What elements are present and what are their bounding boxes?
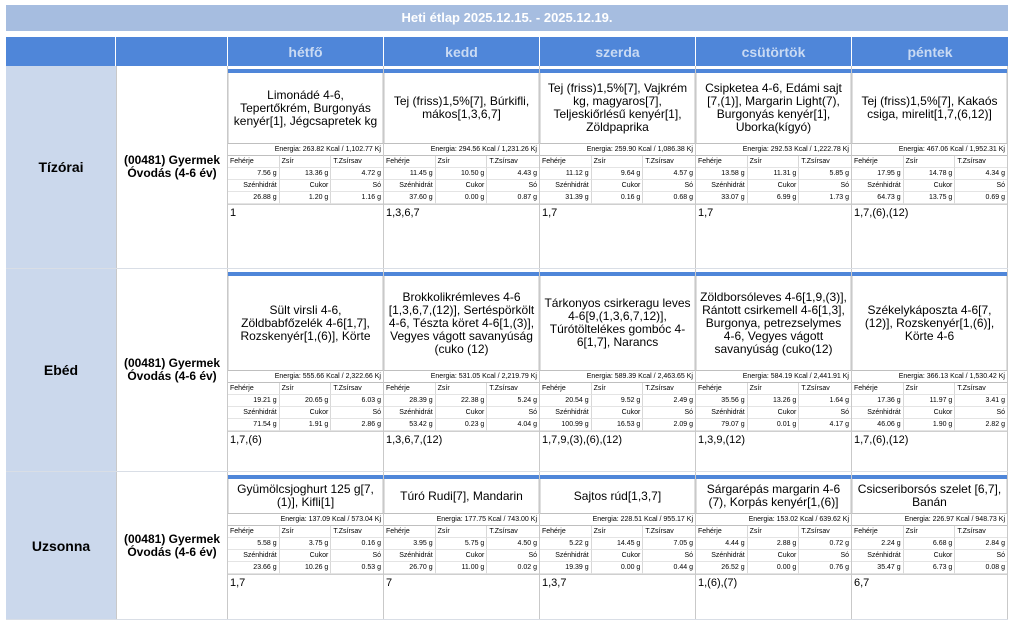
sat-fat-value: 4.43 g bbox=[487, 168, 539, 180]
sat-fat-label: T.Zsírsav bbox=[799, 156, 851, 168]
protein-value: 17.36 g bbox=[852, 395, 904, 407]
day-cell bbox=[852, 66, 1008, 268]
allergen-codes: 1,7,9,(3),(6),(12) bbox=[540, 431, 695, 448]
carbs-label: Szénhidrát bbox=[384, 550, 436, 562]
fat-value: 3.75 g bbox=[280, 538, 332, 550]
fat-label: Zsír bbox=[592, 383, 644, 395]
dish-text: Tej (friss)1,5%[7], Kakaós csiga, mirelit[1,7,(6,12)] bbox=[852, 73, 1007, 143]
day-header-monday: hétfő bbox=[228, 37, 384, 66]
salt-label: Só bbox=[643, 180, 695, 192]
salt-label: Só bbox=[955, 550, 1007, 562]
dish-text: Tej (friss)1,5%[7], Vajkrém kg, magyaros[7], Teljeskiőrlésű kenyér[1], Zöldpaprika bbox=[540, 73, 695, 143]
sat-fat-value: 5.85 g bbox=[799, 168, 851, 180]
energy-value: Energia: 259.90 Kcal / 1,086.38 Kj bbox=[540, 143, 695, 156]
protein-label: Fehérje bbox=[696, 156, 748, 168]
salt-label: Só bbox=[799, 407, 851, 419]
nutrition-grid bbox=[384, 383, 539, 431]
sat-fat-label: T.Zsírsav bbox=[331, 156, 383, 168]
sat-fat-value: 4.57 g bbox=[643, 168, 695, 180]
energy-value: Energia: 153.02 Kcal / 639.62 Kj bbox=[696, 513, 851, 526]
fat-label: Zsír bbox=[748, 383, 800, 395]
dish-text: Tej (friss)1,5%[7], Búrkifli, mákos[1,3,6,7] bbox=[384, 73, 539, 143]
carbs-value: 26.70 g bbox=[384, 562, 436, 574]
sat-fat-value: 7.05 g bbox=[643, 538, 695, 550]
fat-value: 13.26 g bbox=[748, 395, 800, 407]
sat-fat-label: T.Zsírsav bbox=[487, 526, 539, 538]
protein-label: Fehérje bbox=[384, 526, 436, 538]
salt-value: 2.86 g bbox=[331, 419, 383, 431]
protein-value: 17.95 g bbox=[852, 168, 904, 180]
carbs-label: Szénhidrát bbox=[540, 407, 592, 419]
nutrition-grid bbox=[852, 156, 1007, 204]
fat-label: Zsír bbox=[436, 156, 488, 168]
sugar-value: 0.23 g bbox=[436, 419, 488, 431]
salt-label: Só bbox=[955, 180, 1007, 192]
nutrition-grid bbox=[228, 156, 383, 204]
protein-label: Fehérje bbox=[384, 383, 436, 395]
dish-text: Brokkolikrémleves 4-6 [1,3,6,7,(12)], Sertéspörkölt 4-6, Tészta köret 4-6[1,(3)], Vegyes vágott savanyúság (cuko (12) bbox=[384, 276, 539, 370]
protein-value: 35.56 g bbox=[696, 395, 748, 407]
day-cell bbox=[384, 472, 540, 619]
sugar-label: Cukor bbox=[280, 407, 332, 419]
meal-name: Tízórai bbox=[6, 66, 116, 268]
carbs-value: 31.39 g bbox=[540, 192, 592, 204]
protein-label: Fehérje bbox=[696, 383, 748, 395]
protein-label: Fehérje bbox=[228, 383, 280, 395]
sugar-value: 1.91 g bbox=[280, 419, 332, 431]
sat-fat-value: 2.49 g bbox=[643, 395, 695, 407]
dish-text: Zöldborsóleves 4-6[1,9,(3)], Rántott csirkemell 4-6[1,3], Burgonya, petrezselymes 4-6, Vegyes vágott savanyúság (cuko(12) bbox=[696, 276, 851, 370]
day-header-friday: péntek bbox=[852, 37, 1008, 66]
sugar-value: 1.90 g bbox=[904, 419, 956, 431]
carbs-value: 23.66 g bbox=[228, 562, 280, 574]
salt-label: Só bbox=[487, 550, 539, 562]
sugar-value: 6.73 g bbox=[904, 562, 956, 574]
carbs-value: 100.99 g bbox=[540, 419, 592, 431]
salt-value: 4.04 g bbox=[487, 419, 539, 431]
sat-fat-label: T.Zsírsav bbox=[799, 383, 851, 395]
sugar-label: Cukor bbox=[748, 550, 800, 562]
allergen-codes: 1,7,(6),(12) bbox=[852, 431, 1007, 448]
nutrition-grid bbox=[540, 383, 695, 431]
carbs-label: Szénhidrát bbox=[228, 550, 280, 562]
sugar-label: Cukor bbox=[904, 407, 956, 419]
fat-value: 14.45 g bbox=[592, 538, 644, 550]
carbs-label: Szénhidrát bbox=[696, 407, 748, 419]
day-cell bbox=[384, 269, 540, 471]
day-cell bbox=[852, 269, 1008, 471]
protein-label: Fehérje bbox=[540, 156, 592, 168]
sat-fat-label: T.Zsírsav bbox=[331, 526, 383, 538]
allergen-codes: 1,(6),(7) bbox=[696, 574, 851, 591]
carbs-label: Szénhidrát bbox=[384, 407, 436, 419]
carbs-label: Szénhidrát bbox=[696, 180, 748, 192]
carbs-label: Szénhidrát bbox=[852, 180, 904, 192]
fat-value: 11.97 g bbox=[904, 395, 956, 407]
meal-name: Ebéd bbox=[6, 269, 116, 471]
salt-value: 0.02 g bbox=[487, 562, 539, 574]
carbs-label: Szénhidrát bbox=[852, 550, 904, 562]
fat-value: 2.88 g bbox=[748, 538, 800, 550]
sat-fat-label: T.Zsírsav bbox=[643, 383, 695, 395]
protein-value: 28.39 g bbox=[384, 395, 436, 407]
carbs-value: 19.39 g bbox=[540, 562, 592, 574]
sat-fat-label: T.Zsírsav bbox=[955, 526, 1007, 538]
sat-fat-label: T.Zsírsav bbox=[799, 526, 851, 538]
header-corner bbox=[6, 37, 116, 66]
sugar-label: Cukor bbox=[592, 550, 644, 562]
carbs-label: Szénhidrát bbox=[852, 407, 904, 419]
carbs-value: 37.60 g bbox=[384, 192, 436, 204]
fat-value: 5.75 g bbox=[436, 538, 488, 550]
salt-label: Só bbox=[643, 407, 695, 419]
dish-text: Csipketea 4-6, Edámi sajt [7,(1)], Margarin Light(7), Burgonyás kenyér[1], Uborka(kígyó) bbox=[696, 73, 851, 143]
nutrition-grid bbox=[696, 383, 851, 431]
allergen-codes: 1,7 bbox=[696, 204, 851, 221]
allergen-codes: 1,3,6,7,(12) bbox=[384, 431, 539, 448]
day-cell bbox=[852, 472, 1008, 619]
energy-value: Energia: 263.82 Kcal / 1,102.77 Kj bbox=[228, 143, 383, 156]
dish-text: Sajtos rúd[1,3,7] bbox=[540, 479, 695, 513]
day-cell bbox=[696, 269, 852, 471]
day-cell bbox=[540, 269, 696, 471]
fat-value: 10.50 g bbox=[436, 168, 488, 180]
dish-text: Székelykáposzta 4-6[7,(12)], Rozskenyér[1,(6)], Körte 4-6 bbox=[852, 276, 1007, 370]
header-row bbox=[6, 37, 1008, 66]
sat-fat-label: T.Zsírsav bbox=[331, 383, 383, 395]
fat-value: 22.38 g bbox=[436, 395, 488, 407]
sat-fat-label: T.Zsírsav bbox=[643, 526, 695, 538]
day-header-tuesday: kedd bbox=[384, 37, 540, 66]
energy-value: Energia: 137.09 Kcal / 573.04 Kj bbox=[228, 513, 383, 526]
fat-label: Zsír bbox=[280, 156, 332, 168]
energy-value: Energia: 292.53 Kcal / 1,222.78 Kj bbox=[696, 143, 851, 156]
protein-value: 5.58 g bbox=[228, 538, 280, 550]
carbs-label: Szénhidrát bbox=[228, 180, 280, 192]
fat-value: 13.36 g bbox=[280, 168, 332, 180]
day-header-thursday: csütörtök bbox=[696, 37, 852, 66]
sugar-label: Cukor bbox=[904, 180, 956, 192]
sugar-label: Cukor bbox=[436, 180, 488, 192]
sat-fat-value: 4.50 g bbox=[487, 538, 539, 550]
sat-fat-label: T.Zsírsav bbox=[955, 383, 1007, 395]
nutrition-grid bbox=[540, 156, 695, 204]
salt-value: 0.44 g bbox=[643, 562, 695, 574]
allergen-codes: 1,3,9,(12) bbox=[696, 431, 851, 448]
age-group-label: (00481) Gyermek Óvodás (4-6 év) bbox=[116, 269, 228, 471]
salt-value: 4.17 g bbox=[799, 419, 851, 431]
protein-label: Fehérje bbox=[384, 156, 436, 168]
fat-label: Zsír bbox=[748, 156, 800, 168]
protein-value: 11.12 g bbox=[540, 168, 592, 180]
sat-fat-value: 4.72 g bbox=[331, 168, 383, 180]
day-cell bbox=[540, 66, 696, 268]
energy-value: Energia: 584.19 Kcal / 2,441.91 Kj bbox=[696, 370, 851, 383]
energy-value: Energia: 177.75 Kcal / 743.00 Kj bbox=[384, 513, 539, 526]
salt-value: 1.16 g bbox=[331, 192, 383, 204]
header-group bbox=[116, 37, 228, 66]
salt-label: Só bbox=[487, 407, 539, 419]
fat-label: Zsír bbox=[436, 526, 488, 538]
sat-fat-value: 2.84 g bbox=[955, 538, 1007, 550]
protein-label: Fehérje bbox=[696, 526, 748, 538]
day-cell bbox=[228, 472, 384, 619]
protein-value: 11.45 g bbox=[384, 168, 436, 180]
fat-value: 9.64 g bbox=[592, 168, 644, 180]
age-group-label: (00481) Gyermek Óvodás (4-6 év) bbox=[116, 66, 228, 268]
energy-value: Energia: 555.66 Kcal / 2,322.66 Kj bbox=[228, 370, 383, 383]
dish-text: Csicseriborsós szelet [6,7], Banán bbox=[852, 479, 1007, 513]
dish-text: Tárkonyos csirkeragu leves 4-6[9,(1,3,6,7,12)], Túrótöltelékes gombóc 4-6[1,7], Narancs bbox=[540, 276, 695, 370]
sugar-label: Cukor bbox=[436, 407, 488, 419]
protein-label: Fehérje bbox=[852, 156, 904, 168]
salt-value: 1.73 g bbox=[799, 192, 851, 204]
sugar-label: Cukor bbox=[904, 550, 956, 562]
protein-label: Fehérje bbox=[852, 526, 904, 538]
carbs-label: Szénhidrát bbox=[696, 550, 748, 562]
protein-label: Fehérje bbox=[228, 526, 280, 538]
meal-row-tizorai bbox=[6, 66, 1008, 269]
fat-label: Zsír bbox=[904, 526, 956, 538]
fat-label: Zsír bbox=[904, 383, 956, 395]
allergen-codes: 1,7 bbox=[228, 574, 383, 591]
energy-value: Energia: 294.56 Kcal / 1,231.26 Kj bbox=[384, 143, 539, 156]
carbs-value: 64.73 g bbox=[852, 192, 904, 204]
energy-value: Energia: 366.13 Kcal / 1,530.42 Kj bbox=[852, 370, 1007, 383]
protein-value: 2.24 g bbox=[852, 538, 904, 550]
meal-name: Uzsonna bbox=[6, 472, 116, 619]
sugar-value: 11.00 g bbox=[436, 562, 488, 574]
sugar-label: Cukor bbox=[748, 180, 800, 192]
fat-label: Zsír bbox=[904, 156, 956, 168]
salt-label: Só bbox=[331, 550, 383, 562]
energy-value: Energia: 228.51 Kcal / 955.17 Kj bbox=[540, 513, 695, 526]
salt-label: Só bbox=[331, 407, 383, 419]
salt-value: 0.76 g bbox=[799, 562, 851, 574]
dish-text: Limonádé 4-6, Tepertőkrém, Burgonyás kenyér[1], Jégcsapretek kg bbox=[228, 73, 383, 143]
protein-value: 19.21 g bbox=[228, 395, 280, 407]
sugar-label: Cukor bbox=[592, 180, 644, 192]
protein-value: 7.56 g bbox=[228, 168, 280, 180]
day-cell bbox=[696, 66, 852, 268]
protein-label: Fehérje bbox=[540, 526, 592, 538]
salt-value: 2.09 g bbox=[643, 419, 695, 431]
energy-value: Energia: 531.05 Kcal / 2,219.79 Kj bbox=[384, 370, 539, 383]
nutrition-grid bbox=[696, 156, 851, 204]
sat-fat-value: 0.72 g bbox=[799, 538, 851, 550]
sugar-label: Cukor bbox=[748, 407, 800, 419]
day-cell bbox=[384, 66, 540, 268]
fat-label: Zsír bbox=[280, 526, 332, 538]
carbs-value: 79.07 g bbox=[696, 419, 748, 431]
nutrition-grid bbox=[852, 526, 1007, 574]
fat-label: Zsír bbox=[436, 383, 488, 395]
nutrition-grid bbox=[228, 526, 383, 574]
protein-value: 20.54 g bbox=[540, 395, 592, 407]
sat-fat-label: T.Zsírsav bbox=[487, 156, 539, 168]
protein-value: 13.58 g bbox=[696, 168, 748, 180]
salt-label: Só bbox=[955, 407, 1007, 419]
sugar-label: Cukor bbox=[592, 407, 644, 419]
sugar-value: 0.00 g bbox=[436, 192, 488, 204]
dish-text: Gyümölcsjoghurt 125 g[7,(1)], Kifli[1] bbox=[228, 479, 383, 513]
day-cell bbox=[228, 66, 384, 268]
fat-value: 6.68 g bbox=[904, 538, 956, 550]
allergen-codes: 1,7,(6) bbox=[228, 431, 383, 448]
nutrition-grid bbox=[384, 156, 539, 204]
protein-label: Fehérje bbox=[540, 383, 592, 395]
allergen-codes: 1 bbox=[228, 204, 383, 221]
dish-text: Túró Rudi[7], Mandarin bbox=[384, 479, 539, 513]
allergen-codes: 1,3,6,7 bbox=[384, 204, 539, 221]
carbs-value: 33.07 g bbox=[696, 192, 748, 204]
sat-fat-value: 6.03 g bbox=[331, 395, 383, 407]
carbs-label: Szénhidrát bbox=[540, 180, 592, 192]
carbs-label: Szénhidrát bbox=[540, 550, 592, 562]
menu-page bbox=[6, 5, 1008, 620]
fat-value: 14.78 g bbox=[904, 168, 956, 180]
sugar-label: Cukor bbox=[280, 550, 332, 562]
salt-value: 0.53 g bbox=[331, 562, 383, 574]
allergen-codes: 1,3,7 bbox=[540, 574, 695, 591]
nutrition-grid bbox=[696, 526, 851, 574]
fat-value: 11.31 g bbox=[748, 168, 800, 180]
salt-label: Só bbox=[331, 180, 383, 192]
sat-fat-label: T.Zsírsav bbox=[487, 383, 539, 395]
salt-label: Só bbox=[799, 550, 851, 562]
protein-label: Fehérje bbox=[228, 156, 280, 168]
dish-text: Sárgarépás margarin 4-6 (7), Korpás kenyér[1,(6)] bbox=[696, 479, 851, 513]
salt-label: Só bbox=[799, 180, 851, 192]
sugar-value: 10.26 g bbox=[280, 562, 332, 574]
nutrition-grid bbox=[540, 526, 695, 574]
sat-fat-label: T.Zsírsav bbox=[955, 156, 1007, 168]
meal-row-uzsonna bbox=[6, 472, 1008, 620]
energy-value: Energia: 467.06 Kcal / 1,952.31 Kj bbox=[852, 143, 1007, 156]
salt-value: 0.69 g bbox=[955, 192, 1007, 204]
protein-value: 5.22 g bbox=[540, 538, 592, 550]
sat-fat-value: 4.34 g bbox=[955, 168, 1007, 180]
day-header-wednesday: szerda bbox=[540, 37, 696, 66]
allergen-codes: 7 bbox=[384, 574, 539, 591]
salt-value: 0.68 g bbox=[643, 192, 695, 204]
sugar-value: 0.16 g bbox=[592, 192, 644, 204]
sugar-label: Cukor bbox=[280, 180, 332, 192]
fat-label: Zsír bbox=[592, 156, 644, 168]
meal-rows bbox=[6, 66, 1008, 620]
protein-value: 3.95 g bbox=[384, 538, 436, 550]
carbs-value: 26.88 g bbox=[228, 192, 280, 204]
salt-value: 0.08 g bbox=[955, 562, 1007, 574]
energy-value: Energia: 226.97 Kcal / 948.73 Kj bbox=[852, 513, 1007, 526]
protein-label: Fehérje bbox=[852, 383, 904, 395]
carbs-value: 71.54 g bbox=[228, 419, 280, 431]
carbs-value: 35.47 g bbox=[852, 562, 904, 574]
salt-label: Só bbox=[643, 550, 695, 562]
sat-fat-label: T.Zsírsav bbox=[643, 156, 695, 168]
sugar-label: Cukor bbox=[436, 550, 488, 562]
day-cell bbox=[540, 472, 696, 619]
allergen-codes: 6,7 bbox=[852, 574, 1007, 591]
salt-label: Só bbox=[487, 180, 539, 192]
fat-label: Zsír bbox=[280, 383, 332, 395]
fat-label: Zsír bbox=[748, 526, 800, 538]
carbs-value: 26.52 g bbox=[696, 562, 748, 574]
sugar-value: 0.00 g bbox=[748, 562, 800, 574]
allergen-codes: 1,7 bbox=[540, 204, 695, 221]
allergen-codes: 1,7,(6),(12) bbox=[852, 204, 1007, 221]
salt-value: 2.82 g bbox=[955, 419, 1007, 431]
sat-fat-value: 0.16 g bbox=[331, 538, 383, 550]
carbs-label: Szénhidrát bbox=[228, 407, 280, 419]
day-cell bbox=[228, 269, 384, 471]
sugar-value: 13.75 g bbox=[904, 192, 956, 204]
page-title: Heti étlap 2025.12.15. - 2025.12.19. bbox=[6, 5, 1008, 31]
carbs-value: 53.42 g bbox=[384, 419, 436, 431]
meal-row-ebed bbox=[6, 269, 1008, 472]
protein-value: 4.44 g bbox=[696, 538, 748, 550]
sat-fat-value: 1.64 g bbox=[799, 395, 851, 407]
dish-text: Sült virsli 4-6, Zöldbabfőzelék 4-6[1,7], Rozskenyér[1,(6)], Körte bbox=[228, 276, 383, 370]
nutrition-grid bbox=[384, 526, 539, 574]
sugar-value: 6.99 g bbox=[748, 192, 800, 204]
salt-value: 0.87 g bbox=[487, 192, 539, 204]
sugar-value: 1.20 g bbox=[280, 192, 332, 204]
sugar-value: 0.00 g bbox=[592, 562, 644, 574]
carbs-value: 46.06 g bbox=[852, 419, 904, 431]
sat-fat-value: 3.41 g bbox=[955, 395, 1007, 407]
sat-fat-value: 5.24 g bbox=[487, 395, 539, 407]
fat-value: 9.52 g bbox=[592, 395, 644, 407]
carbs-label: Szénhidrát bbox=[384, 180, 436, 192]
energy-value: Energia: 589.39 Kcal / 2,463.65 Kj bbox=[540, 370, 695, 383]
age-group-label: (00481) Gyermek Óvodás (4-6 év) bbox=[116, 472, 228, 619]
fat-label: Zsír bbox=[592, 526, 644, 538]
nutrition-grid bbox=[228, 383, 383, 431]
fat-value: 20.65 g bbox=[280, 395, 332, 407]
nutrition-grid bbox=[852, 383, 1007, 431]
sugar-value: 0.01 g bbox=[748, 419, 800, 431]
sugar-value: 16.53 g bbox=[592, 419, 644, 431]
day-cell bbox=[696, 472, 852, 619]
